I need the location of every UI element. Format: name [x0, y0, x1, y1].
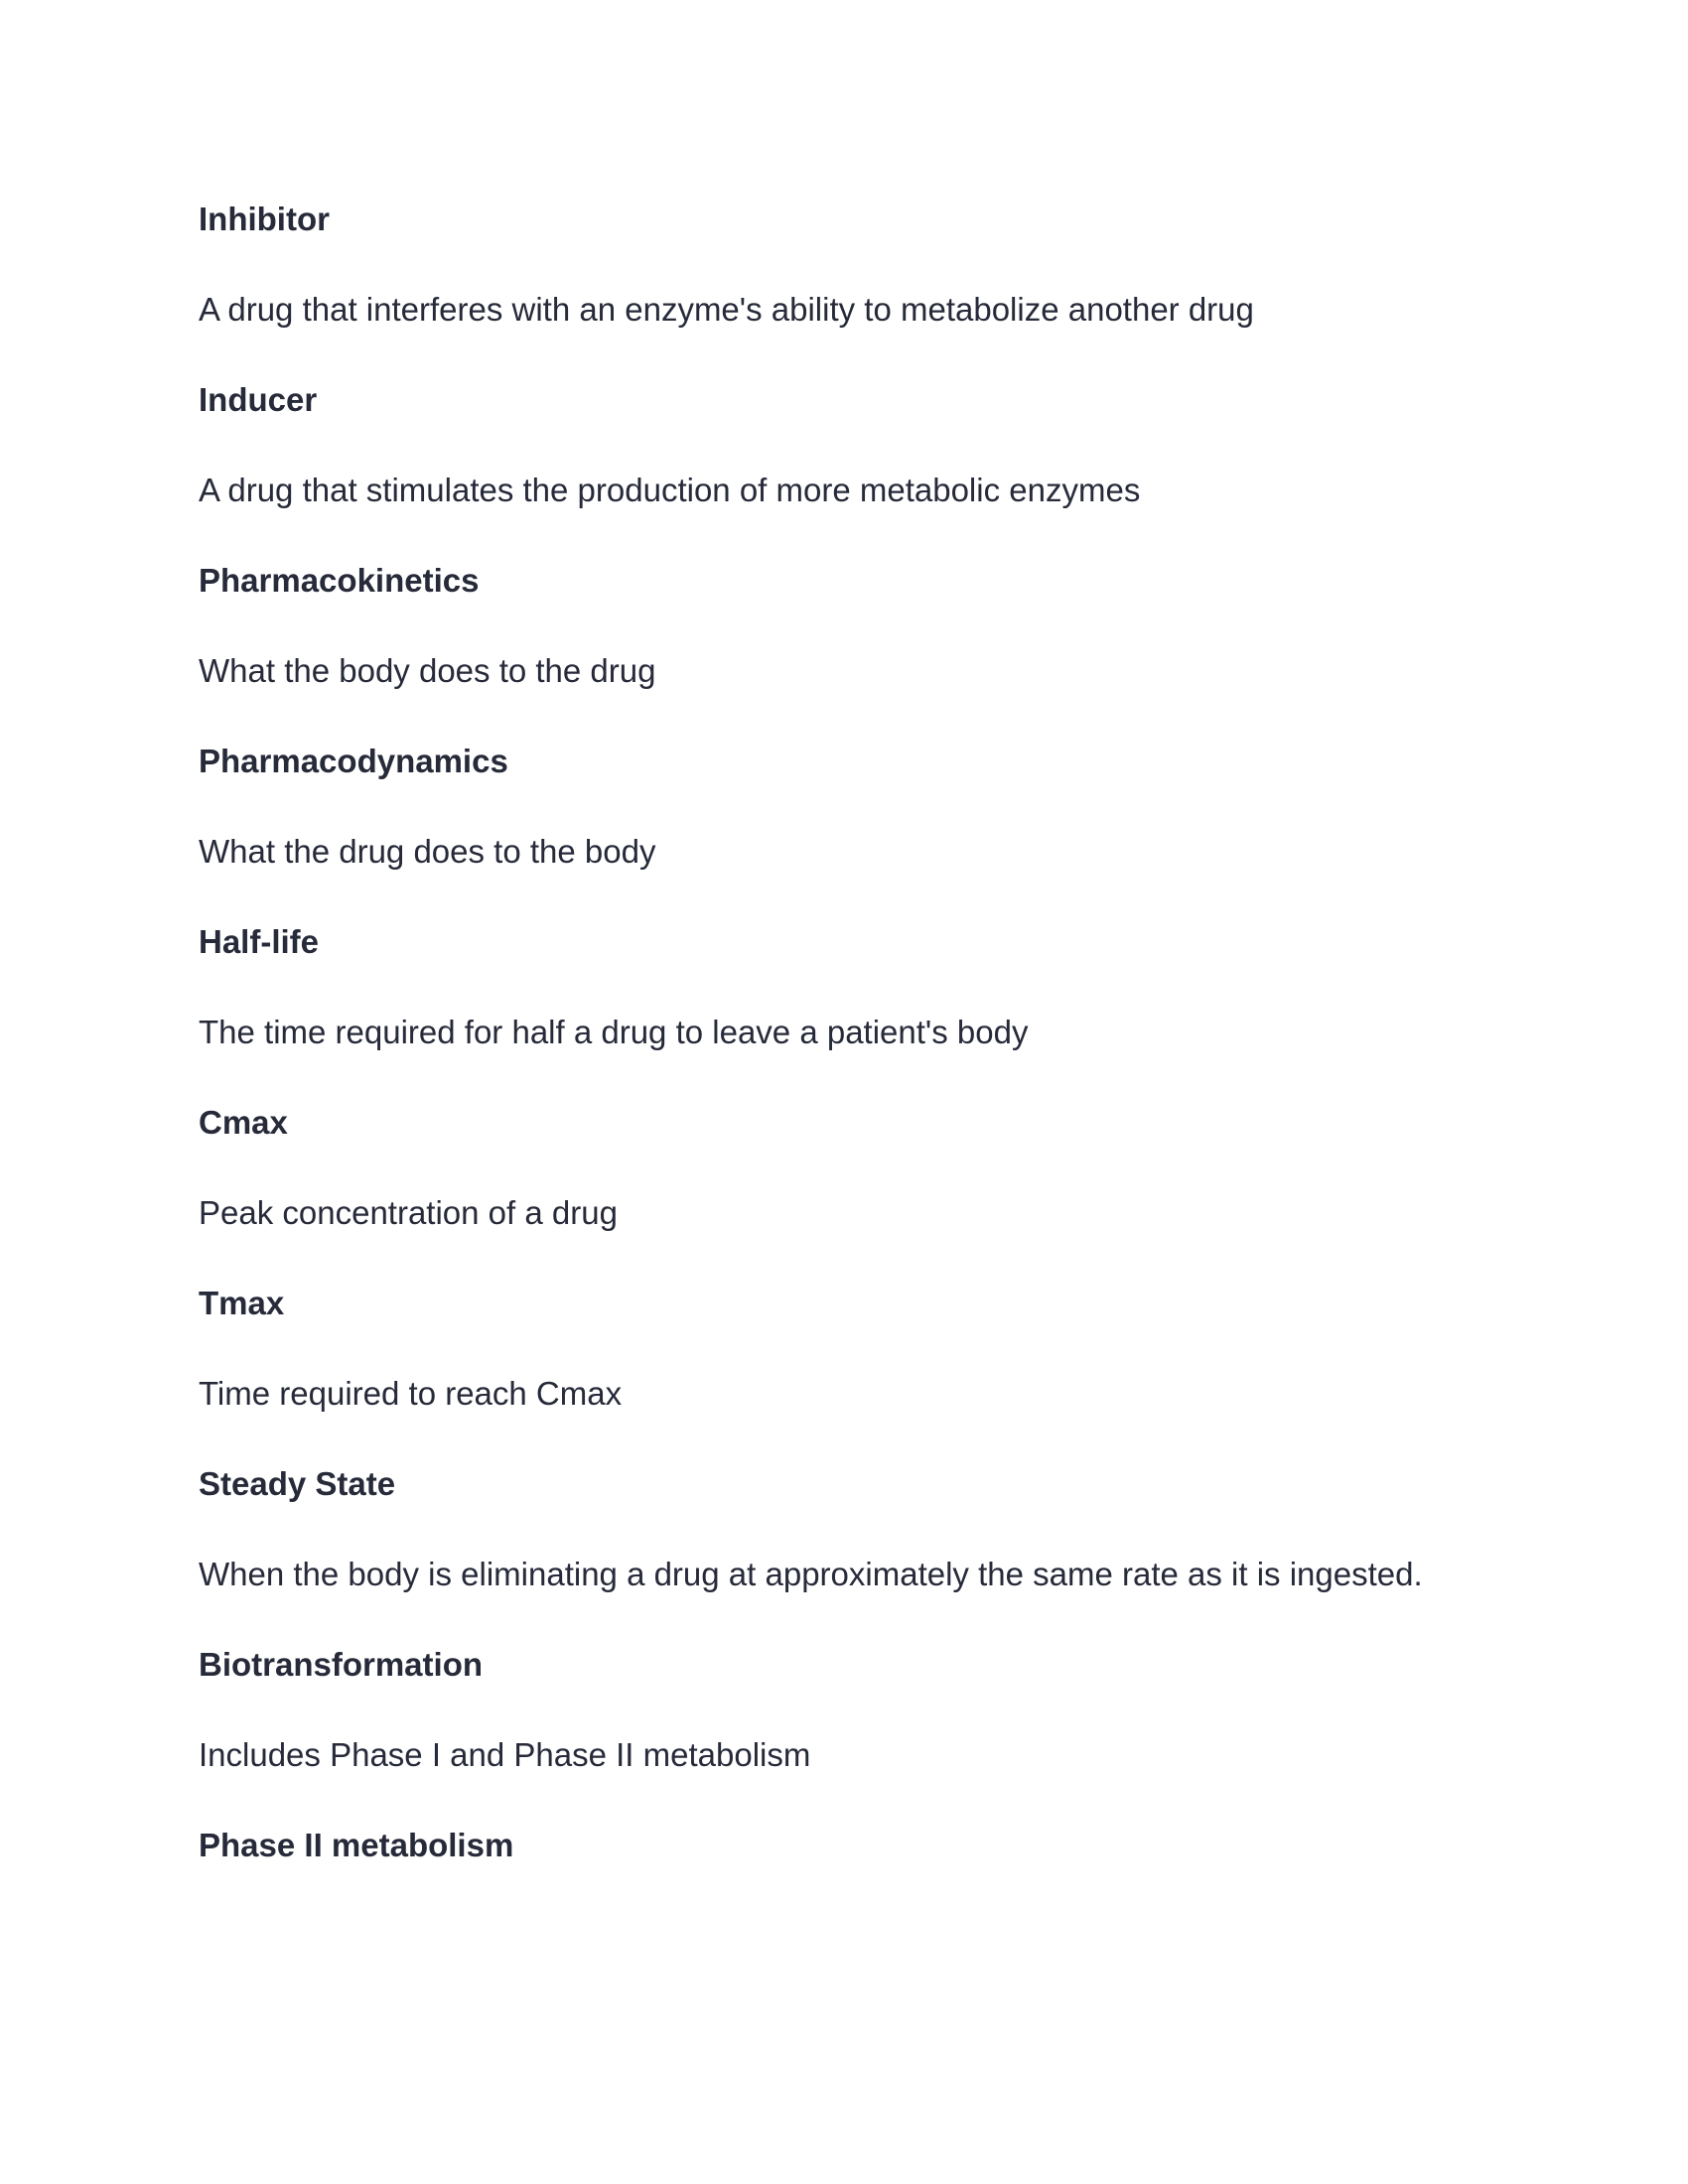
term-title: Cmax: [199, 1104, 288, 1141]
term-definition: A drug that stimulates the production of more metabolic enzymes: [199, 472, 1141, 508]
term-title: Phase II metabolism: [199, 1827, 514, 1863]
term-title: Tmax: [199, 1285, 285, 1321]
term-definition: The time required for half a drug to leave a patient's body: [199, 1014, 1029, 1050]
glossary-entry-steady-state: [199, 1455, 1489, 1636]
term-title: Inducer: [199, 381, 318, 418]
glossary-entry-tmax: [199, 1275, 1489, 1455]
term-definition: A drug that interferes with an enzyme's ability to metabolize another drug: [199, 291, 1254, 328]
glossary-entry-inhibitor: [199, 191, 1489, 371]
term-title: Biotransformation: [199, 1646, 484, 1683]
glossary-entry-biotransformation: [199, 1636, 1489, 1817]
glossary-entry-pharmacodynamics: [199, 733, 1489, 913]
glossary-entry-pharmacokinetics: [199, 552, 1489, 733]
glossary-entry-cmax: [199, 1094, 1489, 1275]
term-definition: What the drug does to the body: [199, 833, 656, 870]
term-definition: Peak concentration of a drug: [199, 1194, 618, 1231]
glossary-entry-half-life: [199, 913, 1489, 1094]
term-definition: When the body is eliminating a drug at approximately the same rate as it is ingested.: [199, 1556, 1423, 1592]
term-title: Pharmacokinetics: [199, 562, 480, 599]
glossary-list: [199, 191, 1489, 1907]
term-definition: Time required to reach Cmax: [199, 1375, 623, 1412]
term-title: Pharmacodynamics: [199, 743, 508, 779]
term-title: Inhibitor: [199, 201, 330, 237]
glossary-entry-phase-ii-metabolism: [199, 1817, 1489, 1907]
term-title: Half-life: [199, 923, 320, 960]
term-definition: What the body does to the drug: [199, 652, 656, 689]
term-title: Steady State: [199, 1465, 396, 1502]
term-definition: Includes Phase I and Phase II metabolism: [199, 1736, 811, 1773]
glossary-entry-inducer: [199, 371, 1489, 552]
